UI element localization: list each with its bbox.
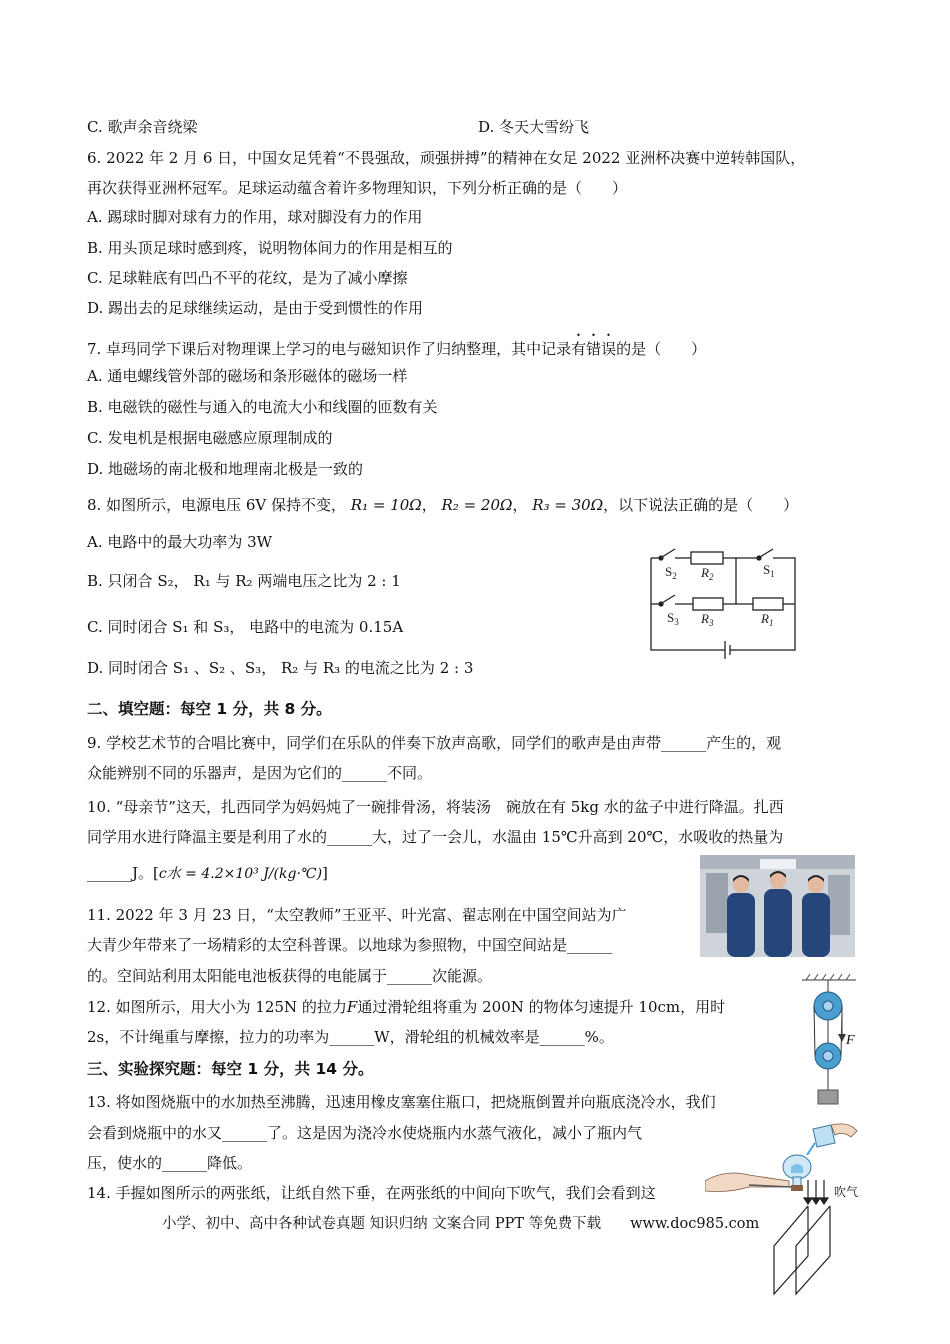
q13-line2: 会看到烧瓶中的水又______了。这是因为浇冷水使烧瓶内水蒸气液化，减小了瓶内气 (87, 1124, 643, 1142)
q9-line2: 众能辨别不同的乐器声，是因为它们的______不同。 (87, 764, 433, 782)
q12-line1 (87, 997, 725, 1017)
q7-option-a: A. 通电螺线管外部的磁场和条形磁体的磁场一样 (87, 367, 408, 385)
q8-r3-value: R₃ = 30Ω (532, 496, 604, 514)
q8-r2-value: R₂ = 20Ω (441, 496, 513, 514)
q10-line2: 同学用水进行降温主要是利用了水的______大，过了一会儿，水温由 15℃升高到 20℃，水吸收的热量为 (87, 828, 784, 846)
q12-line1-post: 通过滑轮组将重为 200N 的物体匀速提升 10cm，用时 (357, 998, 726, 1016)
q8-option-a: A. 电路中的最大功率为 3W (87, 533, 273, 551)
q8-option-b-pre: B. 只闭合 S₂， (87, 572, 189, 590)
circuit-label-s2: $S_2$ (665, 564, 677, 581)
q6-option-a: A. 踢球时脚对球有力的作用，球对脚没有力的作用 (87, 208, 423, 226)
circuit-label-s3: $S_3$ (667, 610, 679, 627)
q5-option-c: C. 歌声余音绕梁 (87, 118, 198, 136)
q8-stem: 8. 如图所示，电源电压 6V 保持不变， R₁ = 10Ω， R₂ = 20Ω， R₃ = 30Ω，以下说法正确的是（ ） (87, 496, 799, 514)
q11-line3: 的。空间站利用太阳能电池板获得的电能属于______次能源。 (87, 967, 493, 985)
q12-line1-pre: 12. 如图所示，用大小为 125N 的拉力 (87, 998, 347, 1016)
circuit-label-r1: $R_1$ (761, 611, 774, 628)
q12-force-symbol: F (346, 998, 358, 1016)
circuit-label-r3: $R_3$ (701, 611, 714, 628)
circuit-diagram (645, 540, 805, 668)
q7-stem-emphasis: 有错误 (571, 340, 617, 358)
blow-label: 吹气 (834, 1185, 859, 1199)
circuit-label-s1: $S_1$ (763, 562, 775, 579)
q7-stem-pre: 7. 卓玛同学下课后对物理课上学习的电与磁知识作了归纳整理，其中记录 (87, 340, 572, 358)
pulley-force-label: F (846, 1033, 855, 1048)
q7-option-b: B. 电磁铁的磁性与通入的电流大小和线圈的匝数有关 (87, 398, 438, 416)
q8-option-d-pre: D. 同时闭合 S₁ 、S₂ 、S₃， (87, 659, 277, 677)
section-3-heading: 三、实验探究题：每空 1 分，共 14 分。 (87, 1060, 374, 1078)
q8-r1-value: R₁ = 10Ω (350, 496, 422, 514)
q8-option-d-mid: R₂ 与 R₃ 的电流之比为 (280, 659, 435, 677)
section-2-heading: 二、填空题：每空 1 分，共 8 分。 (87, 700, 332, 718)
q6-option-d: D. 踢出去的足球继续运动，是由于受到惯性的作用 (87, 299, 424, 317)
space-station-photo (700, 855, 855, 957)
q10-line1: 10. “母亲节”这天，扎西同学为妈妈炖了一碗排骨汤，将装汤 碗放在有 5kg 水的盆子中进行降温。扎西 (87, 798, 784, 816)
circuit-label-r2: $R_2$ (701, 565, 714, 582)
q8-stem-pre: 8. 如图所示，电源电压 6V 保持不变， (87, 496, 346, 514)
q9-line1: 9. 学校艺术节的合唱比赛中，同学们在乐队的伴奏下放声高歌，同学们的歌声是由声带______产生的，观 (87, 734, 782, 752)
q6-option-c: C. 足球鞋底有凹凸不平的花纹，是为了减小摩擦 (87, 269, 408, 287)
q8-option-b-ratio: 2 : 1 (367, 572, 401, 590)
q14-line1: 14. 手握如图所示的两张纸，让纸自然下垂，在两张纸的中间向下吹气，我们会看到这 (87, 1184, 656, 1202)
q11-line1: 11. 2022 年 3 月 23 日，“太空教师”王亚平、叶光富、翟志刚在中国空间站为广 (87, 906, 627, 924)
q8-stem-post: ，以下说法正确的是（ ） (603, 496, 799, 514)
q13-line3: 压，使水的______降低。 (87, 1154, 253, 1172)
footer-text: 小学、初中、高中各种试卷真题 知识归纳 文案合同 PPT 等免费下载 www.doc985.com (162, 1216, 760, 1232)
paper-blow-diagram (760, 1172, 870, 1302)
q13-line1: 13. 将如图烧瓶中的水加热至沸腾，迅速用橡皮塞塞住瓶口，把烧瓶倒置并向瓶底浇冷水，我们 (87, 1093, 716, 1111)
q8-option-b-mid: R₁ 与 R₂ 两端电压之比为 (193, 572, 363, 590)
q10-formula: c水 = 4.2×10³ J/(kg·℃) (158, 866, 323, 882)
q10-line3-pre: ______J。[ (87, 864, 159, 882)
q7-stem-post: 的是（ ） (616, 340, 707, 358)
q11-line2: 大青少年带来了一场精彩的太空科普课。以地球为参照物，中国空间站是______ (87, 936, 613, 954)
q7-stem (87, 331, 706, 359)
q10-line3 (87, 863, 328, 884)
q8-option-d-ratio: 2 : 3 (439, 659, 474, 677)
q8-option-c-pre: C. 同时闭合 S₁ 和 S₃， (87, 618, 245, 636)
q6-stem-line2: 再次获得亚洲杯冠军。足球运动蕴含着许多物理知识，下列分析正确的是（ ） (87, 179, 628, 197)
q6-stem-line1: 6. 2022 年 2 月 6 日，中国女足凭着“不畏强敌，顽强拼搏”的精神在女足 2022 亚洲杯决赛中逆转韩国队， (87, 149, 806, 167)
q7-option-c: C. 发电机是根据电磁感应原理制成的 (87, 429, 333, 447)
q10-line3-post: ] (322, 864, 328, 882)
q7-option-d: D. 地磁场的南北极和地理南北极是一致的 (87, 460, 364, 478)
pulley-diagram (798, 972, 860, 1112)
q6-option-b: B. 用头顶足球时感到疼，说明物体间力的作用是相互的 (87, 239, 453, 257)
q5-option-d: D. 冬天大雪纷飞 (478, 118, 590, 136)
q8-option-b (87, 571, 401, 591)
q8-option-c (87, 617, 403, 637)
q8-option-c-post: 电路中的电流为 0.15A (249, 618, 404, 636)
q8-option-d (87, 658, 473, 678)
q12-line2: 2s，不计绳重与摩擦，拉力的功率为______W，滑轮组的机械效率是______%。 (87, 1028, 614, 1046)
